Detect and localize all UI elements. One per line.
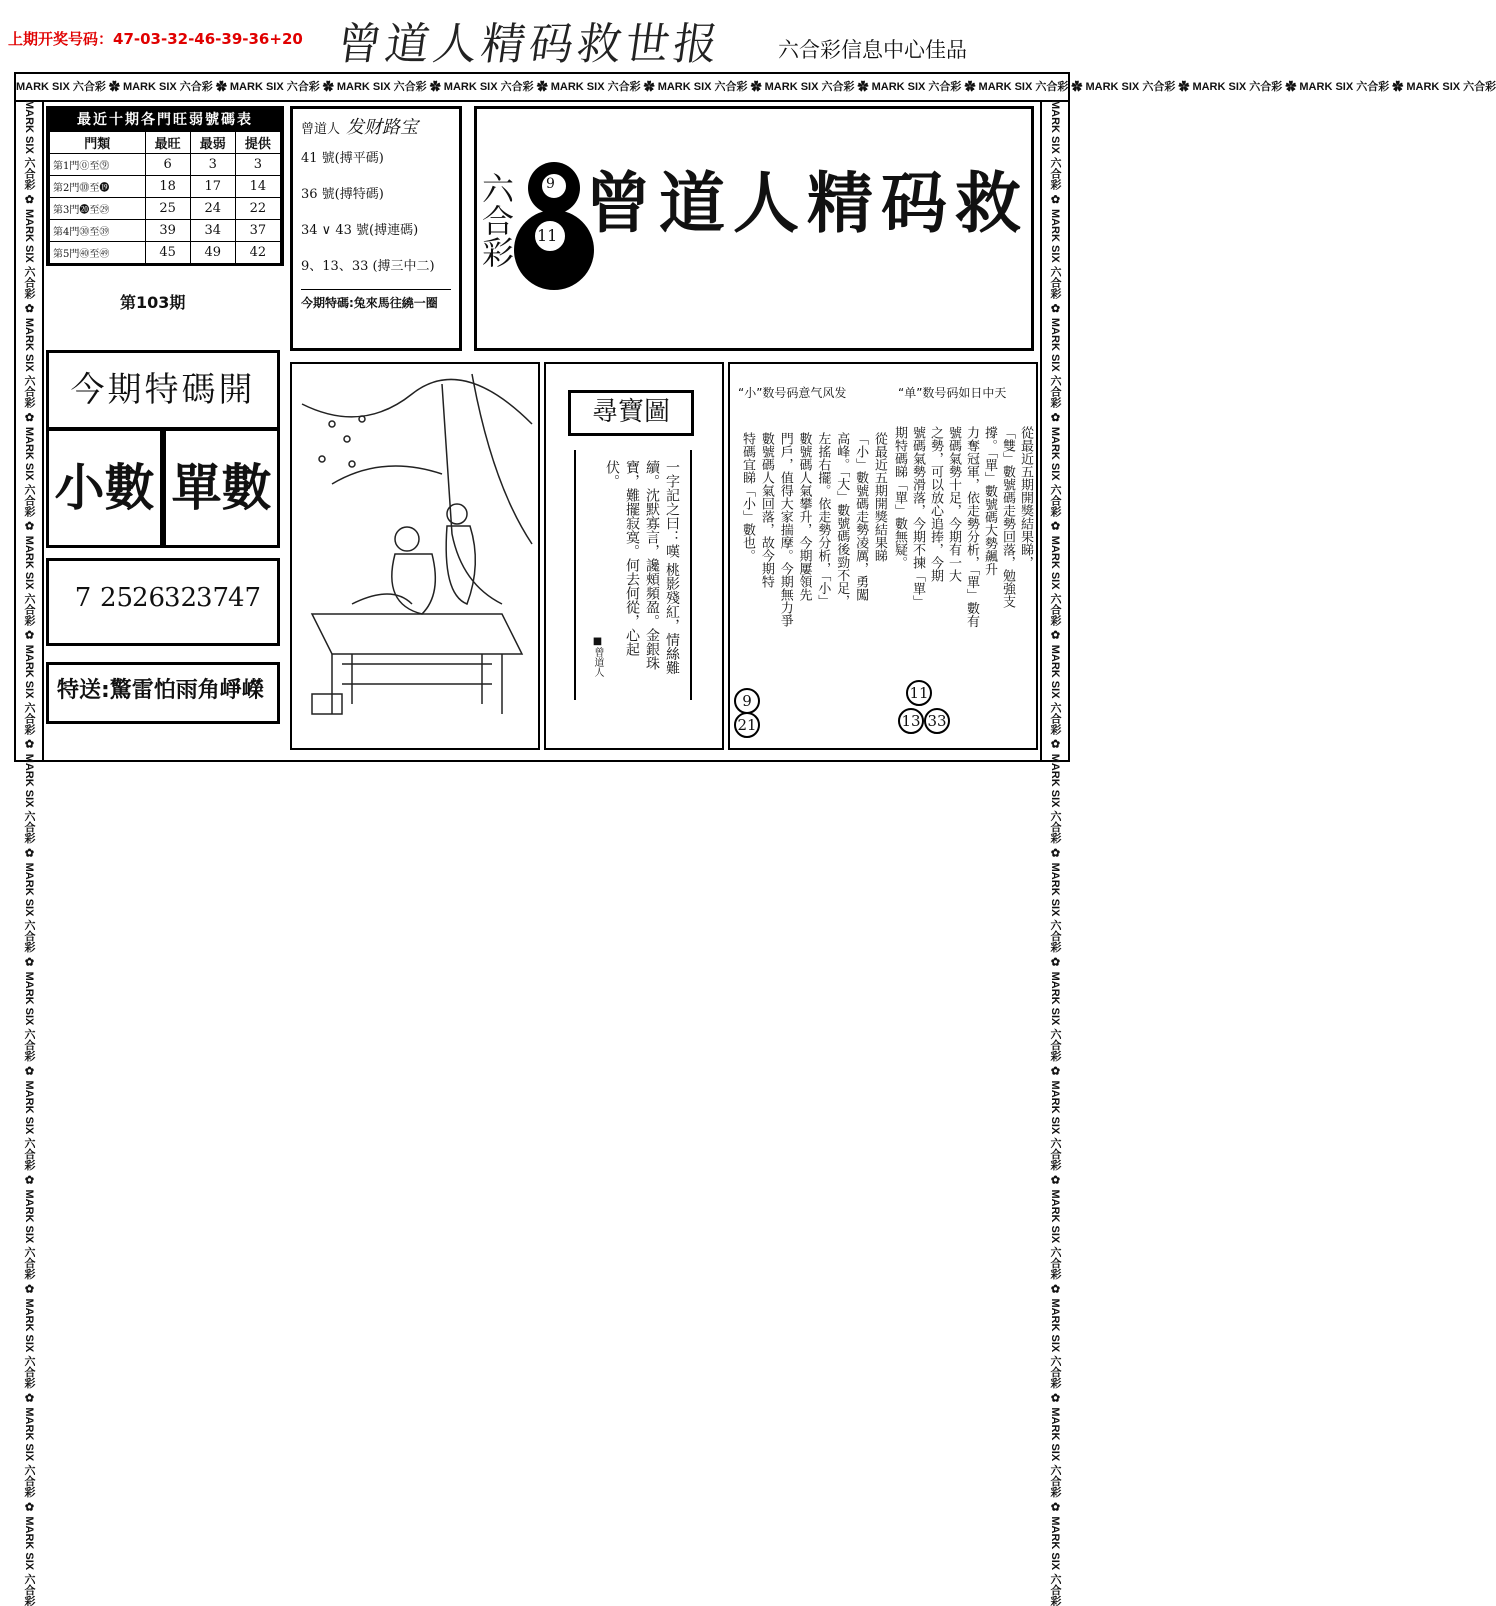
- hot-cell: 25: [145, 198, 190, 220]
- clues-box: [290, 106, 462, 351]
- brand-strip-right: [1040, 100, 1070, 1606]
- small-number-box: [46, 428, 163, 548]
- special-number: 25: [100, 583, 134, 613]
- odd-number-box: [163, 428, 280, 548]
- clue-line: 9、13、33 (搏三中二): [301, 259, 435, 274]
- weak-cell: 3: [190, 154, 235, 176]
- special-code-riddle: 今期特碼:兔來馬往繞一圈: [301, 289, 451, 311]
- issue-number: 第103期: [120, 293, 186, 312]
- scroll-signature: ■曾道人: [592, 636, 603, 677]
- brand-strip-top: [16, 74, 1496, 102]
- col-header: 最旺: [145, 132, 190, 154]
- clue-title: 发财路宝: [346, 117, 419, 138]
- analysis-col: 「小」數號碼走勢凌厲，勇闖: [853, 432, 869, 601]
- analysis-col: 左搖右擺。依走勢分析，「小」: [815, 432, 831, 608]
- door-stats-table-box: [46, 106, 284, 266]
- publisher-label: 六合彩信息中心佳品: [778, 38, 967, 62]
- table-row: [50, 154, 281, 176]
- special-heading-box: [46, 350, 280, 430]
- door-cell: 第3門⓴至㉙: [50, 198, 146, 220]
- special-number: 32: [164, 583, 198, 613]
- brand-repeat-right: MARK SIX 六合彩 ✿ MARK SIX 六合彩 ✿ MARK SIX 六合彩 ✿ MARK SIX 六合彩 ✿ MARK SIX 六合彩 ✿ MARK SIX 六合彩 ✿ MARK SIX 六合彩 ✿ MARK SIX 六合彩 ✿ MARK SIX 六合彩 ✿ MARK SIX 六合彩 ✿ MARK SIX 六合彩 ✿ MARK SIX 六合彩 ✿ MARK SIX 六合彩 ✿ MARK SIX 六合彩: [1049, 100, 1061, 1606]
- clue-line: 34 ∨ 43 號(搏連碼): [301, 223, 419, 238]
- number-ball: 21: [734, 712, 760, 738]
- newspaper-title: 曾道人精码救世报: [333, 19, 725, 70]
- odd-number-word: 單數: [171, 458, 272, 517]
- number-ball: 33: [924, 708, 950, 734]
- odd-analysis-heading: “单”数号码如日中天: [898, 386, 1007, 400]
- clue-author: 曾道人: [301, 122, 341, 137]
- number-ball: 9: [734, 688, 760, 714]
- hot-cell: 39: [145, 220, 190, 242]
- logo-ball-1: 9: [546, 176, 555, 192]
- logo-main-text: 曾道人精码救: [585, 164, 1029, 242]
- analysis-col: 號碼氣勢滑落，今期不揀「單」: [910, 426, 925, 608]
- brand-repeat-left: MARK SIX 六合彩 ✿ MARK SIX 六合彩 ✿ MARK SIX 六合彩 ✿ MARK SIX 六合彩 ✿ MARK SIX 六合彩 ✿ MARK SIX 六合彩 ✿ MARK SIX 六合彩 ✿ MARK SIX 六合彩 ✿ MARK SIX 六合彩 ✿ MARK SIX 六合彩 ✿ MARK SIX 六合彩 ✿ MARK SIX 六合彩 ✿ MARK SIX 六合彩 ✿ MARK SIX 六合彩: [23, 100, 35, 1606]
- analysis-col: 高峰。「大」數號碼後勁不足，: [834, 432, 850, 608]
- analysis-col: 撐。「單」數號碼大勢飆升: [982, 426, 997, 576]
- analysis-col: 力奪冠軍，依走勢分析，「單」數有: [964, 426, 979, 628]
- weak-cell: 17: [190, 176, 235, 198]
- special-number: 26: [132, 583, 166, 613]
- analysis-col: 門戶，值得大家揣摩。今期無力爭: [777, 432, 793, 627]
- table-row: [50, 220, 281, 242]
- offer-cell: 22: [235, 198, 280, 220]
- analysis-col: 期特碼睇「單」數無疑。: [892, 426, 907, 569]
- small-analysis-text: [738, 432, 888, 702]
- door-cell: 第4門㉚至㊴: [50, 220, 146, 242]
- brand-repeat: MARK SIX 六合彩 ✿ MARK SIX 六合彩 ✿ MARK SIX 六合彩 ✿ MARK SIX 六合彩 ✿ MARK SIX 六合彩 ✿ MARK SIX 六合彩 ✿ MARK SIX 六合彩 ✿ MARK SIX 六合彩 ✿ MARK SIX 六合彩 ✿ MARK SIX 六合彩 ✿ MARK SIX 六合彩 ✿ MARK SIX 六合彩 ✿ MARK SIX 六合彩 ✿ MARK SIX 六合彩: [16, 81, 1496, 93]
- offer-cell: 42: [235, 242, 280, 264]
- weak-cell: 24: [190, 198, 235, 220]
- door-cell: 第2門⓾至⓳: [50, 176, 146, 198]
- analysis-col: 特碼宜睇「小」數也。: [740, 432, 755, 562]
- offer-cell: 14: [235, 176, 280, 198]
- analysis-col: 號碼氣勢十足，今期有一大: [946, 426, 961, 582]
- table-row: [50, 242, 281, 264]
- analysis-col: 從最近五期開獎結果睇: [871, 432, 887, 562]
- brand-strip-left: [16, 100, 44, 1606]
- table-row: [50, 176, 281, 198]
- treasure-map-title: 尋寶圖: [568, 390, 694, 436]
- col-header: 門類: [50, 132, 146, 154]
- number-ball: 11: [906, 680, 932, 706]
- table-row: [50, 198, 281, 220]
- door-cell: 第1門⓪至⓽: [50, 154, 146, 176]
- special-numbers-box: [46, 558, 280, 646]
- last-draw-numbers: 上期开奖号码：47-03-32-46-39-36+20: [8, 30, 303, 48]
- analysis-col: 之勢，可以放心追捧，今期: [928, 426, 943, 582]
- number-ball: 13: [898, 708, 924, 734]
- hot-cell: 18: [145, 176, 190, 198]
- door-table-title: 最近十期各門旺弱號碼表: [49, 109, 281, 131]
- illustration-box: [290, 362, 540, 750]
- door-table: [49, 131, 281, 264]
- small-number-word: 小數: [54, 458, 155, 517]
- small-analysis-heading: “小”数号码意气风发: [738, 386, 847, 400]
- door-cell: 第5門㊵至㊾: [50, 242, 146, 264]
- special-number: 7: [74, 583, 92, 613]
- analysis-col: 從最近五期開獎結果睇，: [1018, 426, 1033, 569]
- clue-heading: [301, 115, 451, 141]
- analysis-col: 數號碼人氣回落，故今期特: [758, 432, 774, 588]
- logo-ball-2: 11: [537, 226, 558, 245]
- clue-line: 36 號(搏特碼): [301, 187, 384, 202]
- hot-cell: 6: [145, 154, 190, 176]
- weak-cell: 34: [190, 220, 235, 242]
- weak-cell: 49: [190, 242, 235, 264]
- hot-cell: 45: [145, 242, 190, 264]
- poet-illustration: [292, 364, 538, 748]
- special-heading: 今期特碼開: [70, 370, 256, 410]
- offer-cell: 37: [235, 220, 280, 242]
- logo-side-text: 六合彩: [477, 172, 515, 268]
- special-numbers: [49, 583, 277, 613]
- analysis-col: 「雙」數號碼走勢回落，勉強支: [1000, 426, 1015, 608]
- col-header: 提供: [235, 132, 280, 154]
- special-number: 47: [228, 583, 262, 613]
- special-number: 37: [196, 583, 230, 613]
- gift-box: [46, 662, 280, 724]
- analysis-col: 數號碼人氣攀升，今期屢領先: [796, 432, 812, 601]
- scroll-poem: 一字記之曰：嘆 桃影殘紅，情絲難續。沈默寡言，讒頰頻盈。金銀珠寶，難擺寂寞。何去何從，心起伏。: [604, 460, 680, 675]
- gift-text: 特送:驚雷怕雨角崢嶸: [57, 678, 264, 703]
- col-header: 最弱: [190, 132, 235, 154]
- odd-analysis-text: [892, 426, 1034, 696]
- offer-cell: 3: [235, 154, 280, 176]
- clue-line: 41 號(搏平碼): [301, 151, 384, 166]
